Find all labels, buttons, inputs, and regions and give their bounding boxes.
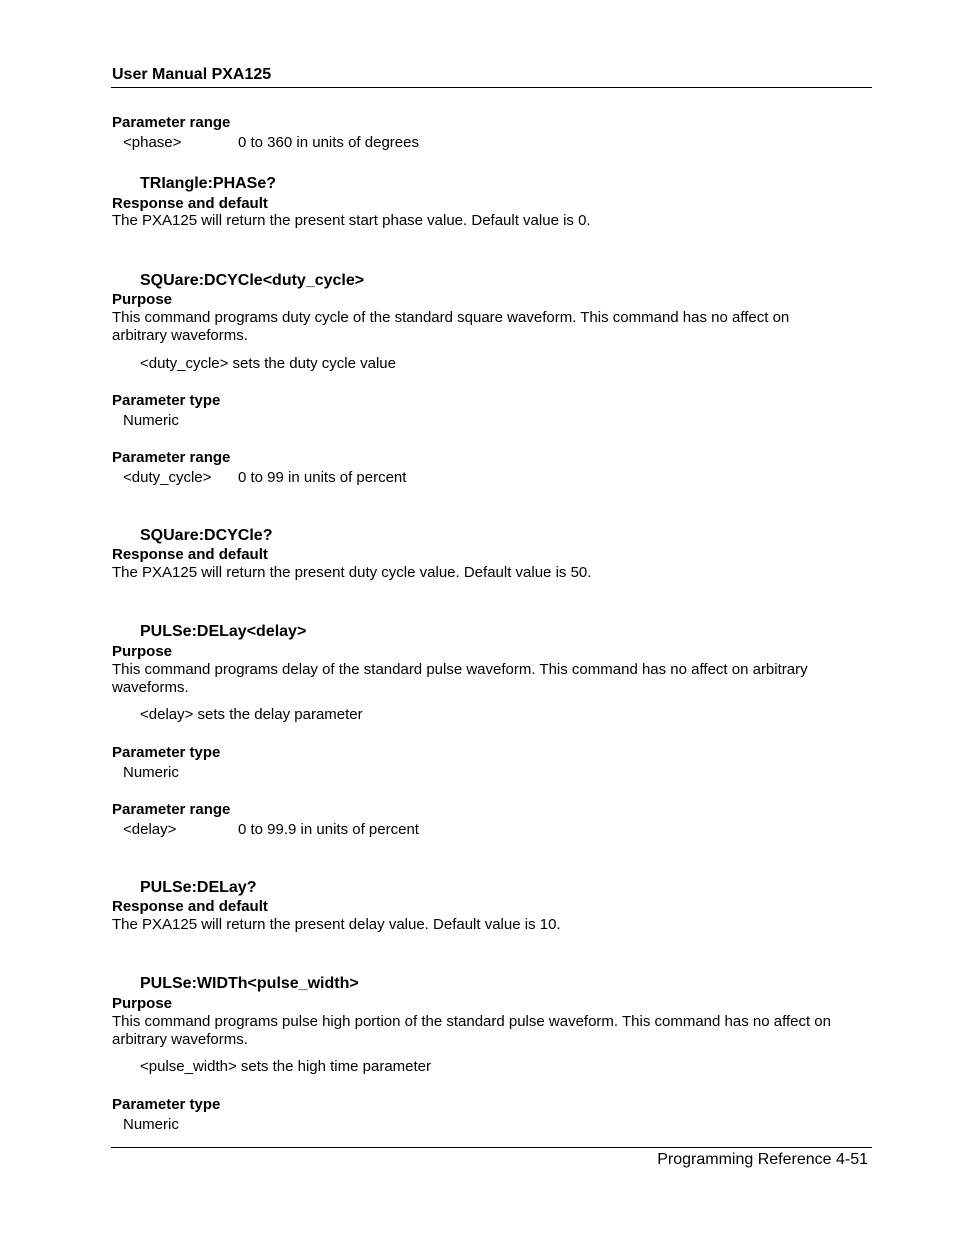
parameter-range-value: 0 to 360 in units of degrees	[238, 134, 419, 151]
response-default-text: The PXA125 will return the present delay value. Default value is 10.	[112, 916, 561, 933]
parameter-range-value: 0 to 99.9 in units of percent	[238, 821, 419, 838]
page-footer-text: Programming Reference 4-51	[657, 1151, 868, 1168]
parameter-description: <delay> sets the delay parameter	[140, 706, 363, 723]
parameter-range-row	[123, 134, 181, 152]
parameter-name: <phase>	[123, 134, 182, 151]
footer-rule	[111, 1147, 872, 1148]
parameter-range-heading: Parameter range	[112, 801, 231, 818]
purpose-heading: Purpose	[112, 291, 173, 308]
parameter-type-value: Numeric	[123, 412, 179, 429]
response-default-text: The PXA125 will return the present duty cycle value. Default value is 50.	[112, 564, 592, 581]
purpose-text-line: This command programs duty cycle of the standard square waveform. This command has no affect on	[112, 309, 790, 326]
command-heading: SQUare:DCYCle?	[140, 527, 273, 544]
command-heading: PULSe:DELay<delay>	[140, 623, 307, 640]
purpose-heading: Purpose	[112, 643, 173, 660]
purpose-text-line: arbitrary waveforms.	[112, 327, 248, 344]
parameter-type-heading: Parameter type	[112, 1096, 221, 1113]
parameter-name: <duty_cycle>	[123, 469, 212, 486]
purpose-text-line: This command programs delay of the standard pulse waveform. This command has no affect on arbitrary	[112, 661, 808, 678]
purpose-text-line: waveforms.	[112, 679, 189, 696]
response-default-heading: Response and default	[112, 546, 268, 563]
parameter-type-value: Numeric	[123, 764, 179, 781]
parameter-type-heading: Parameter type	[112, 744, 221, 761]
purpose-heading: Purpose	[112, 995, 173, 1012]
parameter-description: <duty_cycle> sets the duty cycle value	[140, 355, 396, 372]
command-heading: SQUare:DCYCle<duty_cycle>	[140, 272, 365, 289]
command-heading: TRIangle:PHASe?	[140, 175, 277, 192]
parameter-name: <delay>	[123, 821, 177, 838]
purpose-text-line: This command programs pulse high portion of the standard pulse waveform. This command has no affect on	[112, 1013, 831, 1030]
response-default-heading: Response and default	[112, 898, 268, 915]
page-header-title: User Manual PXA125	[112, 66, 272, 83]
response-default-text: The PXA125 will return the present start phase value. Default value is 0.	[112, 212, 591, 229]
purpose-text-line: arbitrary waveforms.	[112, 1031, 248, 1048]
command-heading: PULSe:DELay?	[140, 879, 257, 896]
header-rule	[111, 87, 872, 88]
parameter-description: <pulse_width> sets the high time parameter	[140, 1058, 431, 1075]
parameter-range-heading: Parameter range	[112, 449, 231, 466]
parameter-range-heading: Parameter range	[112, 114, 231, 131]
parameter-range-value: 0 to 99 in units of percent	[238, 469, 407, 486]
parameter-type-heading: Parameter type	[112, 392, 221, 409]
parameter-type-value: Numeric	[123, 1116, 179, 1133]
command-heading: PULSe:WIDTh<pulse_width>	[140, 975, 359, 992]
response-default-heading: Response and default	[112, 195, 268, 212]
